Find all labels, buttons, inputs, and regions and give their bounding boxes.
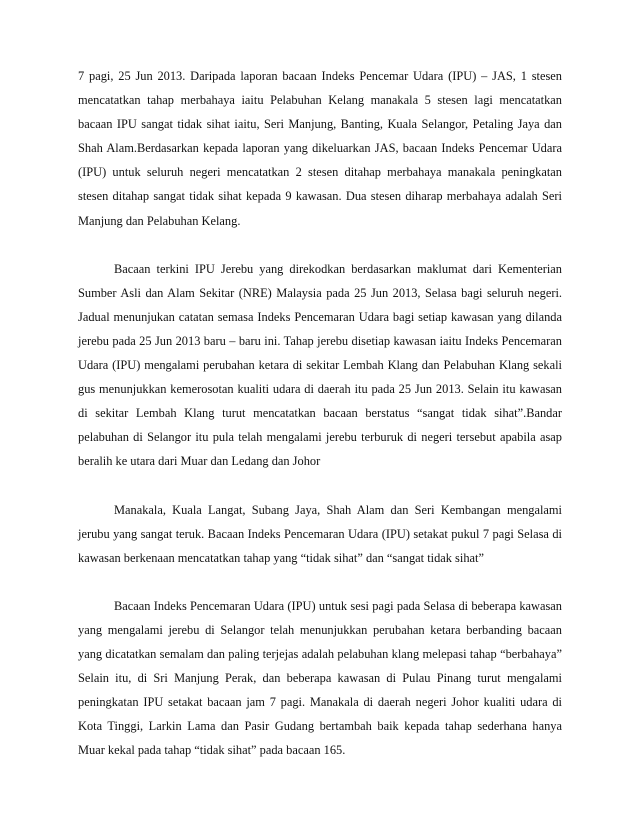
paragraph-4: Bacaan Indeks Pencemaran Udara (IPU) untuk sesi pagi pada Selasa di beberapa kawasan yang mengalami jerebu di Selangor telah menunjukkan perubahan ketara berbanding bacaan yang dicatatkan semalam dan paling terjejas adalah pelabuhan klang melepasi tahap “berbahaya” Selain itu, di Sri Manjung Perak, dan beberapa kawasan di Pulau Pinang turut mengalami peningkatan IPU setakat bacaan jam 7 pagi. Manakala di daerah negeri Johor kualiti udara di Kota Tinggi, Larkin Lama dan Pasir Gudang bertambah baik kepada tahap sederhana hanya Muar kekal pada tahap “tidak sihat” pada bacaan 165. xyxy=(78,598,562,758)
document-page xyxy=(78,64,562,786)
paragraph-3: Manakala, Kuala Langat, Subang Jaya, Shah Alam dan Seri Kembangan mengalami jerubu yang sangat teruk. Bacaan Indeks Pencemaran Udara (IPU) setakat pukul 7 pagi Selasa di kawasan berkenaan mencatatkan tahap yang “tidak sihat” dan “sangat tidak sihat” xyxy=(78,502,562,565)
paragraph-2: Bacaan terkini IPU Jerebu yang direkodkan berdasarkan maklumat dari Kementerian Sumber Asli dan Alam Sekitar (NRE) Malaysia pada 25 Jun 2013, Selasa bagi seluruh negeri. Jadual menunjukan catatan semasa Indeks Pencemaran Udara bagi setiap kawasan yang dilanda jerebu pada 25 Jun 2013 baru – baru ini. Tahap jerebu disetiap kawasan iaitu Indeks Pencemaran Udara (IPU) mengalami perubahan ketara di sekitar Lembah Klang dan Pelabuhan Klang sekali gus menunjukkan kemerosotan kualiti udara di daerah itu pada 25 Jun 2013. Selain itu kawasan di sekitar Lembah Klang turut mencatatkan bacaan berstatus “sangat tidak sihat”.Bandar pelabuhan di Selangor itu pula telah mengalami jerebu terburuk di negeri tersebut apabila asap beralih ke utara dari Muar dan Ledang dan Johor xyxy=(78,261,562,469)
paragraph-1: 7 pagi, 25 Jun 2013. Daripada laporan bacaan Indeks Pencemar Udara (IPU) – JAS, 1 stesen mencatatkan tahap merbahaya iaitu Pelabuhan Kelang manakala 5 stesen lagi mencatatkan bacaan IPU sangat tidak sihat iaitu, Seri Manjung, Banting, Kuala Selangor, Petaling Jaya dan Shah Alam.Berdasarkan kepada laporan yang dikeluarkan JAS, bacaan Indeks Pencemar Udara (IPU) untuk seluruh negeri mencatatkan 2 stesen ditahap merbahaya manakala peningkatan stesen ditahap sangat tidak sihat kepada 9 kawasan. Dua stesen diharap merbahaya adalah Seri Manjung dan Pelabuhan Kelang. xyxy=(78,69,562,228)
